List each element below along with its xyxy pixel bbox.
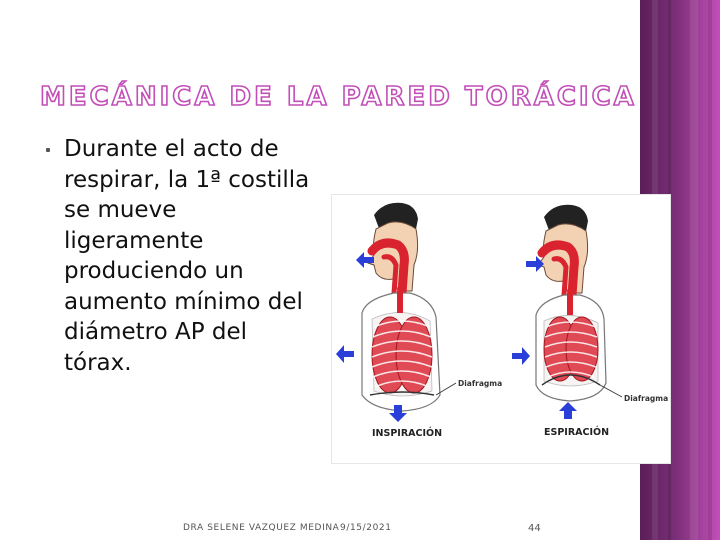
slide-title: MECÁNICA DE LA PARED TORÁCICA — [40, 82, 637, 112]
expiration-figure — [512, 205, 622, 419]
bullet-marker — [46, 148, 50, 152]
breathing-illustration — [332, 195, 670, 463]
right-diaphragm-label: Diafragma — [624, 394, 669, 403]
footer-page-number: 44 — [528, 523, 541, 534]
footer-author: DRA SELENE VAZQUEZ MEDINA — [183, 523, 340, 533]
footer-date: 9/15/2021 — [340, 523, 392, 533]
band-stripe — [690, 0, 698, 540]
expiration-label: ESPIRACIÓN — [544, 427, 610, 438]
left-diaphragm-label: Diafragma — [458, 379, 503, 388]
inspiration-label: INSPIRACIÓN — [372, 428, 443, 439]
bullet-text: Durante el acto de respirar, la 1ª costilla se mueve ligeramente produciendo un aumento mínimo del diámetro AP del tórax. — [64, 136, 310, 376]
breathing-diagram — [332, 195, 670, 463]
inspiration-figure — [336, 203, 456, 422]
band-stripe — [708, 0, 712, 540]
